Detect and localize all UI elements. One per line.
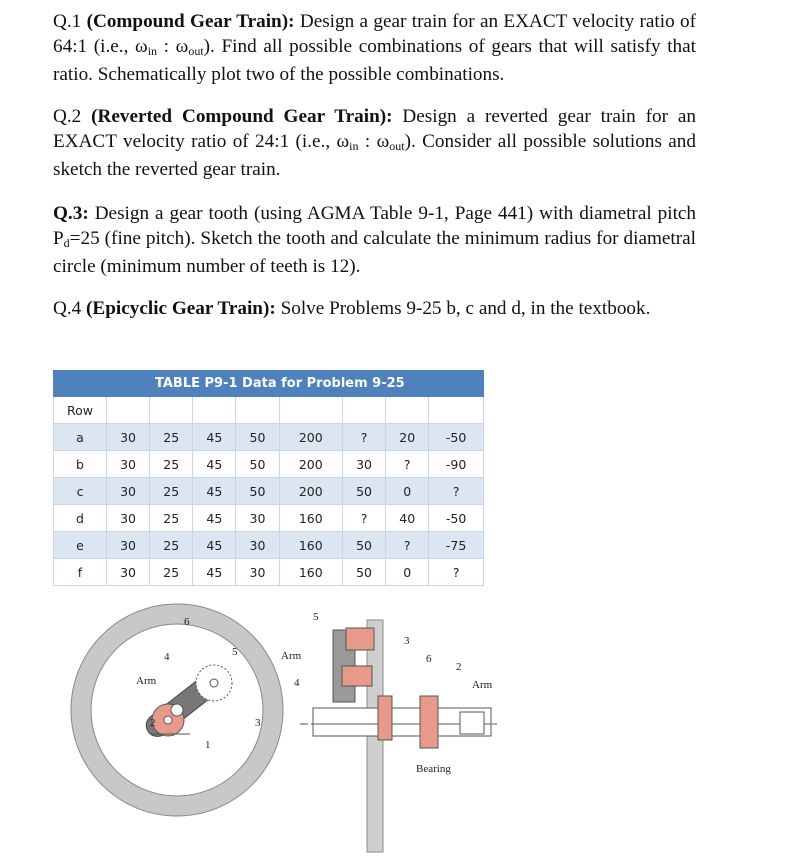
data-table xyxy=(53,370,484,586)
table-title: TABLE P9-1 Data for Problem 9-25 xyxy=(107,371,484,397)
svg-text:Bearing: Bearing xyxy=(416,763,451,775)
svg-text:1: 1 xyxy=(205,739,211,751)
table-row: f 30 25 45 30 160 50 0 ? xyxy=(54,559,484,586)
svg-text:Arm: Arm xyxy=(472,679,493,691)
svg-text:2: 2 xyxy=(456,661,462,673)
svg-text:5: 5 xyxy=(232,646,238,658)
table-row: b 30 25 45 50 200 30 ? -90 xyxy=(54,451,484,478)
svg-text:3: 3 xyxy=(404,635,410,647)
table-row: e 30 25 45 30 160 50 ? -75 xyxy=(54,532,484,559)
question-1: Q.1 (Compound Gear Train): Design a gear train for an EXACT velocity ratio of 64:1 (i.e., $\omega_{in}$ : $\omega_{out}$). Find all possible combinations of gears that will satisfy that ratio. Schematically plot two of the possible combinations. xyxy=(53,11,696,85)
question-3: Q.3: Design a gear tooth (using AGMA Table 9-1, Page 441) with diametral pitch $P_d=25$ (fine pitch). Sketch the tooth and calculate the minimum radius for diametral circle (minimum number of teeth is 12). xyxy=(53,203,697,277)
table-row: a 30 25 45 50 200 ? 20 -50 xyxy=(54,424,484,451)
question-4: Q.4 (Epicyclic Gear Train): Solve Problems 9-25 b, c and d, in the textbook. xyxy=(53,298,651,319)
svg-text:6: 6 xyxy=(184,616,190,628)
table-title-spacer xyxy=(54,371,107,397)
svg-text:5: 5 xyxy=(313,611,319,623)
table-row: d 30 25 45 30 160 ? 40 -50 xyxy=(54,505,484,532)
svg-text:3: 3 xyxy=(255,717,261,729)
table-row: c 30 25 45 50 200 50 0 ? xyxy=(54,478,484,505)
section-view xyxy=(281,611,497,852)
svg-text:4: 4 xyxy=(294,677,300,689)
table-row-header: Row xyxy=(54,397,107,424)
epicyclic-gear-figure xyxy=(0,600,792,856)
svg-text:2: 2 xyxy=(150,717,156,729)
svg-text:4: 4 xyxy=(164,651,170,663)
svg-text:Arm: Arm xyxy=(281,650,302,662)
ring-gear-view xyxy=(71,604,283,816)
question-2: Q.2 (Reverted Compound Gear Train): Design a reverted gear train for an EXACT velocity ratio of 24:1 (i.e., $\omega_{in}$ : $\omega_{out}$). Consider all possible solutions and sketch the reverted gear train. xyxy=(53,106,696,180)
svg-text:6: 6 xyxy=(426,653,432,665)
svg-text:Arm: Arm xyxy=(136,675,157,687)
